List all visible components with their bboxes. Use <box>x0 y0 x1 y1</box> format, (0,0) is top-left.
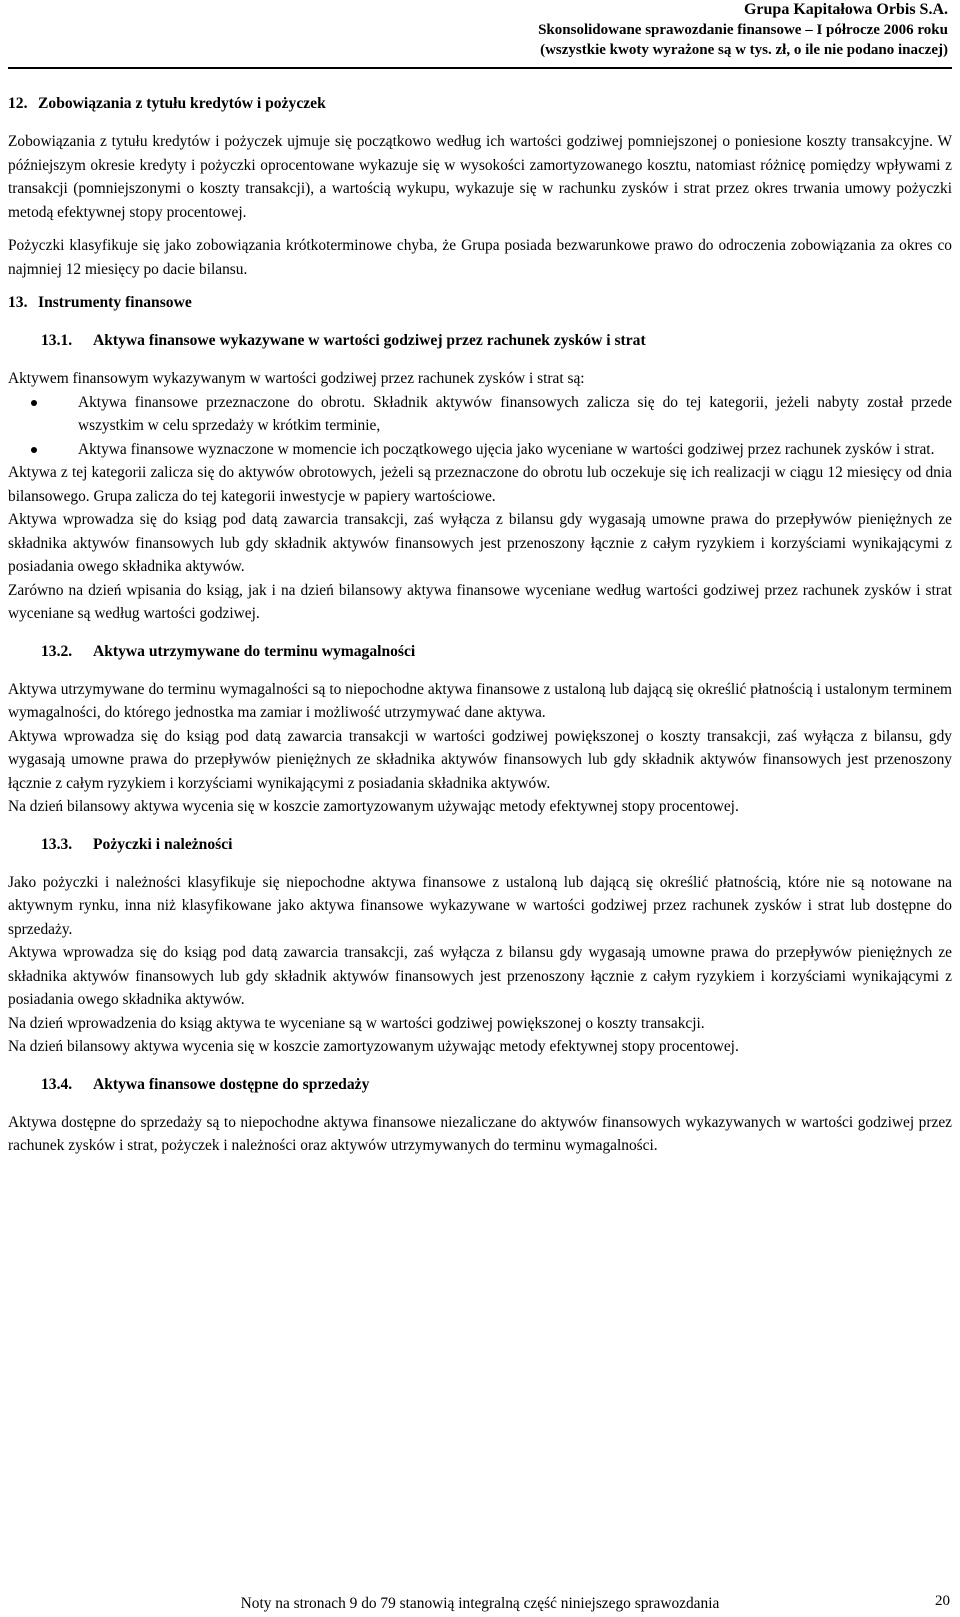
sec13-4-paragraph-1: Aktywa dostępne do sprzedaży są to niepochodne aktywa finansowe niezaliczane do aktywów finansowych wykazywanych w wartości godziwej przez rachunek zysków i strat, pożyczek i należności oraz aktywów utrzymywanych do terminu wymagalności. <box>8 1113 952 1154</box>
section-title: Zobowiązania z tytułu kredytów i pożyczek <box>38 95 326 112</box>
section-13-heading <box>8 291 952 315</box>
section-13-2-heading <box>8 640 952 664</box>
sec13-1-paragraph-2: Aktywa wprowadza się do ksiąg pod datą zawarcia transakcji, zaś wyłącza z bilansu gdy wygasają umowne prawa do przepływów pieniężnych ze składnika aktywów finansowych lub gdy składnik aktywów finansowych jest przenoszony łącznie z całym ryzykiem i korzyściami wynikającymi z posiadania owego składnika aktywów. <box>8 511 952 575</box>
page-number: 20 <box>935 1593 950 1609</box>
section-12-heading <box>8 92 952 116</box>
section-title: Aktywa finansowe wykazywane w wartości godziwej przez rachunek zysków i strat <box>93 332 646 349</box>
sec13-3-paragraph-3: Na dzień wprowadzenia do ksiąg aktywa te wyceniane są w wartości godziwej powiększonej o koszty transakcji. <box>8 1014 705 1032</box>
page-header <box>0 0 948 60</box>
bullet-icon <box>8 438 78 462</box>
footer-note: Noty na stronach 9 do 79 stanowią integralną część niniejszego sprawozdania <box>240 1595 720 1612</box>
section-title: Aktywa finansowe dostępne do sprzedaży <box>93 1075 370 1093</box>
sec12-paragraph-2: Pożyczki klasyfikuje się jako zobowiązania krótkoterminowe chyba, że Grupa posiada bezwarunkowe prawo do odroczenia zobowiązania za okres co najmniej 12 miesięcy po dacie bilansu. <box>8 237 952 278</box>
amounts-note: (wszystkie kwoty wyrażone są w tys. zł, o ile nie podano inaczej) <box>540 42 948 58</box>
sec13-1-paragraph-1: Aktywa z tej kategorii zalicza się do aktywów obrotowych, jeżeli są przeznaczone do obrotu lub oczekuje się ich realizacji w ciągu 12 miesięcy od dnia bilansowego. Grupa zalicza do tej kategorii inwestycje w papiery wartościowe. <box>8 464 952 505</box>
sec13-1-bullet-list <box>8 391 952 462</box>
section-title: Pożyczki i należności <box>93 835 233 853</box>
section-13-1-heading <box>8 329 952 353</box>
section-number: 13. <box>8 294 28 311</box>
section-number: 13.1. <box>41 332 73 349</box>
sec13-3-paragraph-4: Na dzień bilansowy aktywa wycenia się w koszcie zamortyzowanym używając metody efektywnej stopy procentowej. <box>8 1038 739 1055</box>
sec13-3-paragraph-1: Jako pożyczki i należności klasyfikuje się niepochodne aktywa finansowe z ustaloną lub dającą się określić płatnością, które nie są notowane na aktywnym rynku, inna niż klasyfikowane jako aktywa finansowe wykazywane w wartości godziwej przez rachunek zysków i strat lub dostępne do sprzedaży. <box>8 873 952 938</box>
header-rule <box>8 67 952 69</box>
sec13-2-paragraph-3: Na dzień bilansowy aktywa wycenia się w koszcie zamortyzowanym używając metody efektywnej stopy procentowej. <box>8 798 739 815</box>
section-13-4-heading <box>8 1073 952 1097</box>
sec13-1-intro: Aktywem finansowym wykazywanym w wartości godziwej przez rachunek zysków i strat są: <box>8 370 585 387</box>
list-item: Aktywa finansowe wyznaczone w momencie ich początkowego ujęcia jako wyceniane w wartości godziwej przez rachunek zysków i strat. <box>8 438 952 462</box>
section-number: 13.4. <box>41 1075 73 1093</box>
sec13-3-paragraph-2: Aktywa wprowadza się do ksiąg pod datą zawarcia transakcji, zaś wyłącza z bilansu gdy wygasają umowne prawa do przepływów pieniężnych ze składnika aktywów finansowych lub gdy składnik aktywów finansowych jest przenoszony łącznie z całym ryzykiem i korzyściami wynikającymi z posiadania owego składnika aktywów. <box>8 944 952 1008</box>
section-number: 13.3. <box>41 835 73 853</box>
section-number: 12. <box>8 95 28 112</box>
sec13-2-paragraph-1: Aktywa utrzymywane do terminu wymagalności są to niepochodne aktywa finansowe z ustaloną lub dającą się określić płatnością i ustalonym terminem wymagalności, do którego jednostka ma zamiar i możliwość utrzymywać dane aktywa. <box>8 680 952 721</box>
document-body <box>8 92 952 1158</box>
company-name: Grupa Kapitałowa Orbis S.A. <box>743 1 948 18</box>
page-footer <box>0 1592 960 1617</box>
sec13-1-paragraph-3: Zarówno na dzień wpisania do ksiąg, jak i na dzień bilansowy aktywa finansowe wyceniane według wartości godziwej przez rachunek zysków i strat wyceniane są według wartości godziwej. <box>8 581 952 622</box>
section-number: 13.2. <box>41 642 73 660</box>
report-title: Skonsolidowane sprawozdanie finansowe – I półrocze 2006 roku <box>538 22 948 38</box>
sec12-paragraph-1: Zobowiązania z tytułu kredytów i pożyczek ujmuje się początkowo według ich wartości godziwej pomniejszonej o poniesione koszty transakcyjne. W późniejszym okresie kredyty i pożyczki oprocentowane wykazuje się w wysokości zamortyzowanego kosztu, natomiast różnicę pomiędzy wpływami z transakcji (pomniejszonymi o koszty transakcji), a wartością wykupu, wykazuje się w rachunku zysków i strat przez okres trwania umowy pożyczki metodą efektywnej stopy procentowej. <box>8 133 952 221</box>
section-title: Instrumenty finansowe <box>38 294 192 311</box>
list-item: Aktywa finansowe przeznaczone do obrotu. Składnik aktywów finansowych zalicza się do tej kategorii, jeżeli nabyty został przede wszystkim w celu sprzedaży w krótkim terminie, <box>8 391 952 438</box>
section-13-3-heading <box>8 833 952 857</box>
section-title: Aktywa utrzymywane do terminu wymagalności <box>93 642 416 660</box>
bullet-icon <box>8 391 78 438</box>
sec13-2-paragraph-2: Aktywa wprowadza się do ksiąg pod datą zawarcia transakcji w wartości godziwej powiększonej o koszty transakcji, zaś wyłącza z bilansu, gdy wygasają umowne prawa do przepływów pieniężnych ze składnika aktywów finansowych lub gdy składnik aktywów finansowych jest przenoszony łącznie z całym ryzykiem i korzyściami wynikającymi z posiadania składnika aktywów. <box>8 727 952 792</box>
